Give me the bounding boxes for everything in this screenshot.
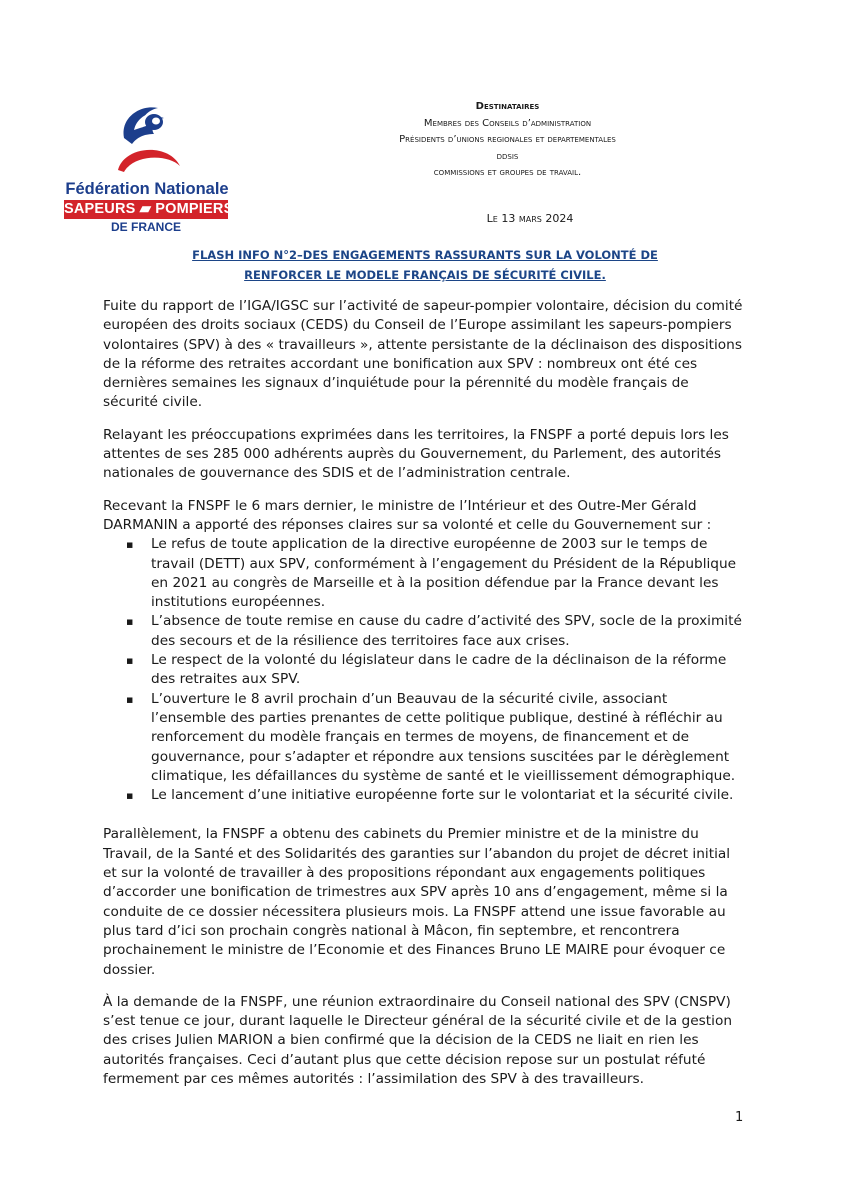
list-item: ▪ Le respect de la volonté du législateur dans le cadre de la déclinaison de la réforme des retraites aux SPV. [151, 651, 745, 690]
list-item: ▪ Le refus de toute application de la directive européenne de 2003 sur le temps de travail (DETT) aux SPV, conformément à l’engagement du Président de la République en 2021 au congrès de Marseille et à la position défendue par la France devant les institutions européennes. [151, 535, 745, 612]
paragraph: Relayant les préoccupations exprimées dans les territoires, la FNSPF a porté depuis lors les attentes de ses 285 000 adhérents auprès du Gouvernement, du Parlement, des autorités nationales de gouvernance des SDIS et de l’administration centrale. [103, 426, 729, 482]
recipient-line: ddsis [496, 150, 519, 162]
recipient-line: Membres des Conseils d’administration [423, 117, 592, 129]
page-number: 1 [735, 1110, 744, 1125]
title-line-2: RENFORCER LE MODELE FRANÇAIS DE SÉCURITÉ CIVILE. [244, 268, 606, 282]
recipient-line: Présidents d’unions regionales et departementales [399, 134, 616, 145]
paragraph: Fuite du rapport de l’IGA/IGSC sur l’activité de sapeur-pompier volontaire, décision du comité européen des droits sociaux (CEDS) du Conseil de l’Europe assimilant les sapeurs-pompiers volontaires (SPV) à des « travailleurs », attente persistante de la déclinaison des dispositions de la réforme des retraites accordant une bonification aux SPV : nombreux ont été ces dernières semaines les signaux d’inquiétude pour la pérennité du modèle français de sécurité civile. [103, 298, 743, 411]
recipient-line: commissions et groupes de travail. [433, 167, 582, 178]
recipients-block [335, 99, 680, 182]
list-item: ▪ L’ouverture le 8 avril prochain d’un Beauvau de la sécurité civile, associant l’ensemble des parties prenantes de cette politique publique, destiné à réfléchir au renforcement du modèle français en termes de moyens, de financement et de gouvernance, pour s’adapter et répondre aux tensions suscitées par le dérèglement climatique, les défaillances du système de santé et le vieillissement démographique. [151, 690, 745, 786]
paragraph: Parallèlement, la FNSPF a obtenu des cabinets du Premier ministre et de la ministre du Travail, de la Santé et des Solidarités des garanties sur l’abandon du projet de décret initial et sur la volonté de travailler à des propositions répondant aux engagements politiques d’accorder une bonification de trimestres aux SPV après 10 ans d’engagement, même si la conduite de ce dossier nécessitera plusieurs mois. La FNSPF attend une issue favorable au plus tard d’ici son prochain congrès national à Mâcon, fin septembre, et rencontrera prochainement le ministre de l’Economie et des Finances Bruno LE MAIRE pour évoquer ce dossier. [103, 826, 731, 978]
list-item: ▪ L’absence de toute remise en cause du cadre d’activité des SPV, socle de la proximité des secours et de la résilience des territoires face aux crises. [151, 612, 745, 651]
logo-federation-text: Fédération Nationale [65, 180, 229, 198]
list-item: ▪ Le lancement d’une initiative européenne forte sur le volontariat et la sécurité civile. [151, 786, 745, 805]
paragraph: À la demande de la FNSPF, une réunion extraordinaire du Conseil national des SPV (CNSPV) s’est tenue ce jour, durant laquelle le Directeur général de la sécurité civile et de la gestion des crises Julien MARION a bien confirmé que la décision de la CEDS ne liait en rien les autorités françaises. Ceci d’autant plus que cette décision repose sur un postulat réfuté fermement par ces mêmes autorités : l’assimilation des SPV à des travailleurs. [103, 993, 732, 1087]
fnspf-logo [60, 100, 234, 235]
title-line-1: FLASH INFO N°2–DES ENGAGEMENTS RASSURANTS SUR LA VOLONTÉ DE [192, 248, 658, 262]
document-title [110, 245, 740, 285]
fnspf-emblem-icon [110, 100, 185, 178]
document-date: Le 13 mars 2024 [486, 212, 574, 225]
logo-de-france-text: DE FRANCE [110, 220, 181, 234]
logo-sapeurs-pompiers-band: SAPEURS ▰ POMPIERS [64, 201, 234, 217]
paragraph: Recevant la FNSPF le 6 mars dernier, le ministre de l’Intérieur et des Outre-Mer Gérald DARMANIN a apporté des réponses claires sur sa volonté et celle du Gouvernement sur : [103, 497, 712, 533]
document-body [103, 297, 745, 1102]
commitments-list [103, 535, 745, 805]
recipients-title: Destinataires [475, 101, 540, 112]
